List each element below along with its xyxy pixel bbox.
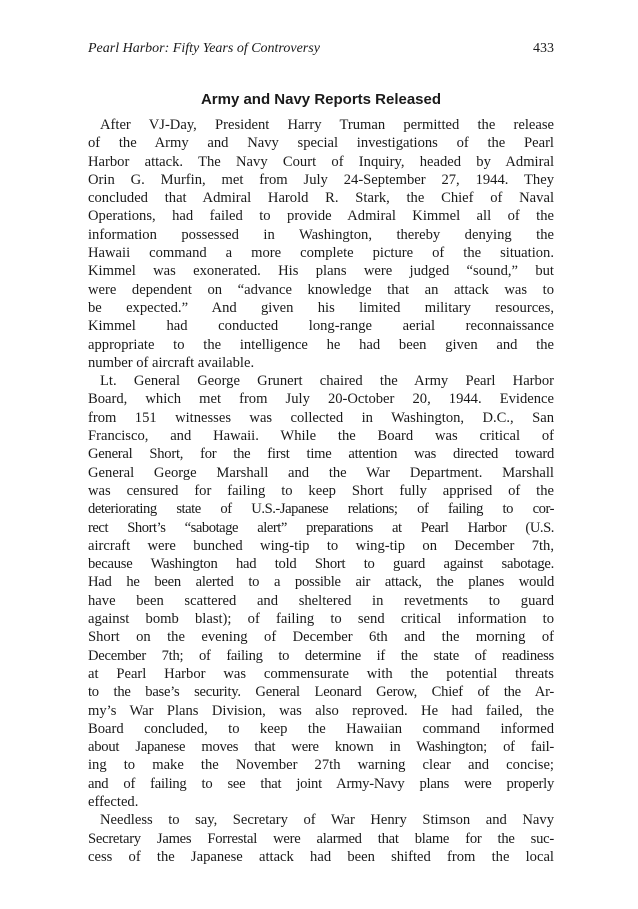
page-number: 433 xyxy=(533,41,554,56)
text-line: information possessed in Washington, thereby denying the xyxy=(88,226,554,243)
text-line: Needless to say, Secretary of War Henry Stimson and Navy xyxy=(100,812,554,829)
text-line: effected. xyxy=(88,793,139,810)
text-line: and of failing to see that joint Army-Navy plans were properly xyxy=(88,775,554,792)
text-line: Board concluded, to keep the Hawaiian command informed xyxy=(88,720,554,737)
text-line: cess of the Japanese attack had been shifted from the local xyxy=(88,848,554,865)
text-line: have been scattered and sheltered in revetments to guard xyxy=(88,592,554,609)
text-line: at Pearl Harbor was commensurate with the potential threats xyxy=(88,665,554,682)
document-page xyxy=(88,40,554,866)
text-line: rect Short’s “sabotage alert” preparations at Pearl Harbor (U.S. xyxy=(88,519,554,536)
running-title: Pearl Harbor: Fifty Years of Controversy xyxy=(88,41,320,56)
text-line: was censured for failing to keep Short fully apprised of the xyxy=(88,482,554,499)
text-line: concluded that Admiral Harold R. Stark, the Chief of Naval xyxy=(88,190,554,207)
text-line: Harbor attack. The Navy Court of Inquiry, headed by Admiral xyxy=(88,153,554,170)
text-line: Hawaii command a more complete picture of the situation. xyxy=(88,245,554,262)
text-line: be expected.” And given his limited military resources, xyxy=(88,299,554,316)
text-line: Operations, had failed to provide Admiral Kimmel all of the xyxy=(88,208,554,225)
text-line: deteriorating state of U.S.-Japanese relations; of failing to cor- xyxy=(88,501,554,518)
text-line: After VJ-Day, President Harry Truman permitted the release xyxy=(100,117,554,133)
text-line: General George Marshall and the War Department. Marshall xyxy=(88,464,554,481)
text-line: Francisco, and Hawaii. While the Board was critical of xyxy=(88,428,554,445)
text-line: December 7th; of failing to determine if the state of readiness xyxy=(88,647,554,664)
text-line: Kimmel was exonerated. His plans were judged “sound,” but xyxy=(88,263,554,280)
paragraph-3 xyxy=(88,811,554,866)
text-line: Board, which met from July 20-October 20, 1944. Evidence xyxy=(88,391,554,408)
text-line: Kimmel had conducted long-range aerial reconnaissance xyxy=(88,318,554,335)
paragraph-2 xyxy=(88,372,554,811)
text-line: Had he been alerted to a possible air attack, the planes would xyxy=(88,574,554,591)
text-line: to the base’s security. General Leonard Gerow, Chief of the Ar- xyxy=(88,684,554,701)
text-line: of the Army and Navy special investigations of the Pearl xyxy=(88,135,554,152)
text-line: Secretary James Forrestal were alarmed that blame for the suc- xyxy=(88,830,554,847)
text-line: from 151 witnesses was collected in Washington, D.C., San xyxy=(88,409,554,426)
text-line: because Washington had told Short to guard against sabotage. xyxy=(88,556,554,573)
text-line: were dependent on “advance knowledge that an attack was to xyxy=(88,281,554,298)
text-line: my’s War Plans Division, was also reproved. He had failed, the xyxy=(88,702,554,719)
section-heading: Army and Navy Reports Released xyxy=(200,91,442,108)
text-line: Lt. General George Grunert chaired the Army Pearl Harbor xyxy=(100,373,554,390)
text-line: appropriate to the intelligence he had been given and the xyxy=(88,336,554,353)
text-line: about Japanese moves that were known in Washington; of fail- xyxy=(88,739,554,756)
text-line: aircraft were bunched wing-tip to wing-tip on December 7th, xyxy=(88,537,554,554)
text-line: General Short, for the first time attention was directed toward xyxy=(88,446,554,463)
text-line: number of aircraft available. xyxy=(88,354,255,371)
text-line: ing to make the November 27th warning clear and concise; xyxy=(88,757,554,774)
paragraph-1 xyxy=(88,116,554,372)
running-header xyxy=(88,40,554,64)
text-line: against bomb blast); of failing to send critical information to xyxy=(88,611,554,628)
text-line: Orin G. Murfin, met from July 24-September 27, 1944. They xyxy=(88,171,554,188)
text-line: Short on the evening of December 6th and the morning of xyxy=(88,629,554,646)
